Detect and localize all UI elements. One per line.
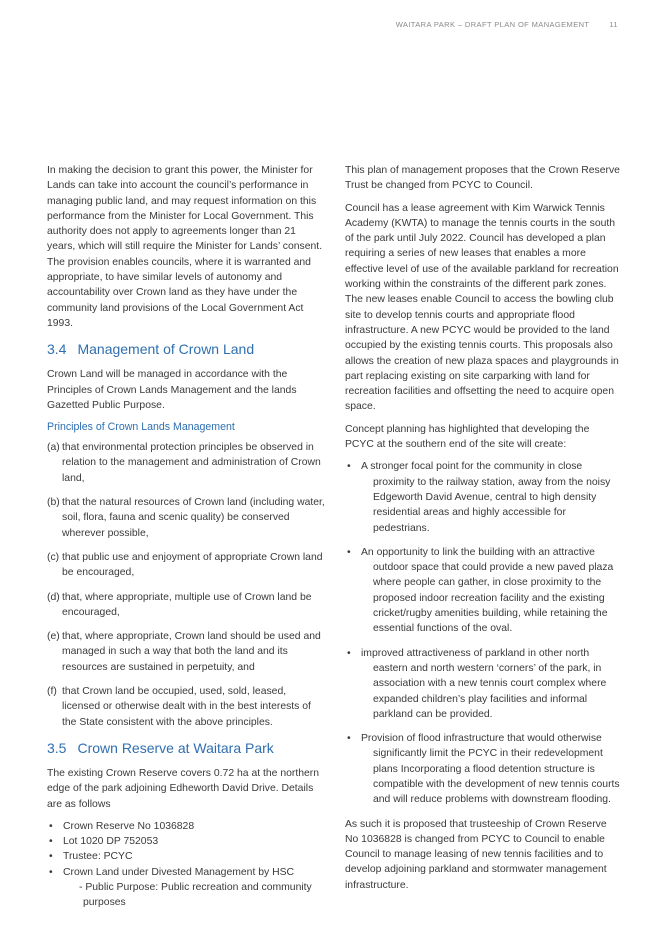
- list-marker: (b): [47, 497, 60, 509]
- list-item: [47, 865, 327, 911]
- principle-item: [47, 550, 327, 581]
- principle-text: that public use and enjoyment of appropriate Crown land be encouraged,: [62, 551, 323, 579]
- reserve-details-list: [47, 819, 327, 911]
- paragraph: Council has a lease agreement with Kim Warwick Tennis Academy (KWTA) to manage the tennis courts in the south of the park until July 2022. Council has developed a plan requiring a series of new leases that enables a more effective level of use of the available parkland for recreation working within the constraints of the different park zones. The new leases enable Council to access the bowling club site to develop tennis courts and appropriate flood infrastructure. A new PCYC would be provided to the land occupied by the existing tennis courts. This proposals also allows the creation of new plaza spaces and playgrounds in part replacing existing on site carparking with land for recreation facilities and offsetting the need to acquire open space.: [345, 202, 619, 413]
- section-3-4-heading: [47, 340, 327, 358]
- principle-item: [47, 590, 327, 621]
- principle-item: [47, 629, 327, 675]
- paragraph: This plan of management proposes that the Crown Reserve Trust be changed from PCYC to Council.: [345, 165, 620, 192]
- principles-list: [47, 440, 327, 730]
- list-item: • Crown Reserve No 1036828: [47, 819, 327, 834]
- list-item: • Lot 1020 DP 752053: [47, 834, 327, 849]
- list-item: • A stronger focal point for the community in close proximity to the railway station, away from the noisy Edgeworth David Avenue, central to high density residential areas and highly accessible for pedestrians.: [345, 459, 620, 535]
- section-number: 3.4: [47, 341, 67, 358]
- benefits-list: [345, 459, 620, 807]
- intro-paragraph: In making the decision to grant this power, the Minister for Lands can take into account the council’s performance in managing public land, and may request information on this performance from the Minister for Local Government. This authority does not apply to agreements longer than 21 years, which will still require the Minister for Lands’ consent. The provision enables councils, where it is warranted and appropriate, to have similar levels of autonomy and accountability over Crown land as they have under the community land provisions of the Local Government Act 1993.: [47, 165, 323, 329]
- principles-heading: Principles of Crown Lands Management: [47, 421, 235, 434]
- principle-item: [47, 495, 327, 541]
- list-marker: (f): [47, 686, 57, 698]
- list-marker: (a): [47, 442, 60, 454]
- right-column: [345, 163, 620, 900]
- list-item: • Provision of flood infrastructure that would otherwise significantly limit the PCYC in their redevelopment plans Incorporating a flood detention structure is compatible with the development of new tennis courts and will reduce problems with downstream flooding.: [345, 731, 620, 807]
- list-item: • Trustee: PCYC: [47, 849, 327, 864]
- section-3-5-paragraph: The existing Crown Reserve covers 0.72 ha at the northern edge of the park adjoining Edheworth David Drive. Details are as follows: [47, 767, 320, 810]
- paragraph: Concept planning has highlighted that developing the PCYC at the southern end of the site will create:: [345, 423, 590, 451]
- section-title: Crown Reserve at Waitara Park: [77, 739, 274, 756]
- section-3-5-heading: [47, 739, 327, 757]
- list-item: • An opportunity to link the building with an attractive outdoor space that could provide a new paved plaza where people can gather, in close proximity to the proposed indoor recreation facility and the existing cricket/rugby amenities building, while retaining the essential functions of the oval.: [345, 545, 620, 637]
- header-title: WAITARA PARK – DRAFT PLAN OF MANAGEMENT: [395, 20, 590, 29]
- sub-item: - Public Purpose: Public recreation and community purposes: [79, 881, 312, 909]
- left-column: [47, 163, 327, 918]
- section-title: Management of Crown Land: [77, 341, 255, 358]
- principle-text: that environmental protection principles be observed in relation to the management and administration of Crown land,: [62, 442, 321, 484]
- list-marker: (e): [47, 631, 60, 643]
- principle-text: that Crown land be occupied, used, sold, leased, licensed or otherwise dealt with in the best interests of the State consistent with the above principles.: [62, 686, 311, 728]
- paragraph: As such it is proposed that trusteeship of Crown Reserve No 1036828 is changed from PCYC to Council to enable Council to manage leasing of new tennis facilities and to develop adjoining parkland and stormwater management infrastructure.: [345, 818, 607, 891]
- list-item-text: Crown Land under Divested Management by HSC: [63, 866, 295, 878]
- principle-item: [47, 440, 327, 486]
- running-header: [396, 20, 618, 29]
- section-number: 3.5: [47, 739, 67, 756]
- page-number: 11: [609, 20, 618, 29]
- list-marker: (d): [47, 591, 60, 603]
- principle-item: [47, 684, 327, 730]
- principle-text: that, where appropriate, Crown land should be used and managed in such a way that both the land and its resources are sustained in perpetuity, and: [62, 631, 321, 673]
- principle-text: that, where appropriate, multiple use of Crown land be encouraged,: [62, 591, 312, 618]
- section-3-4-paragraph: Crown Land will be managed in accordance with the Principles of Crown Lands Management and the lands Gazetted Public Purpose.: [47, 369, 297, 411]
- list-marker: (c): [47, 551, 60, 563]
- list-item: • improved attractiveness of parkland in other north eastern and north western ‘corners’ of the park, in association with a new tennis court complex where expanded children’s play facilities and informal parkland can be provided.: [345, 646, 620, 722]
- principle-text: that the natural resources of Crown land (including water, soil, flora, fauna and scenic quality) be conserved wherever possible,: [62, 497, 325, 539]
